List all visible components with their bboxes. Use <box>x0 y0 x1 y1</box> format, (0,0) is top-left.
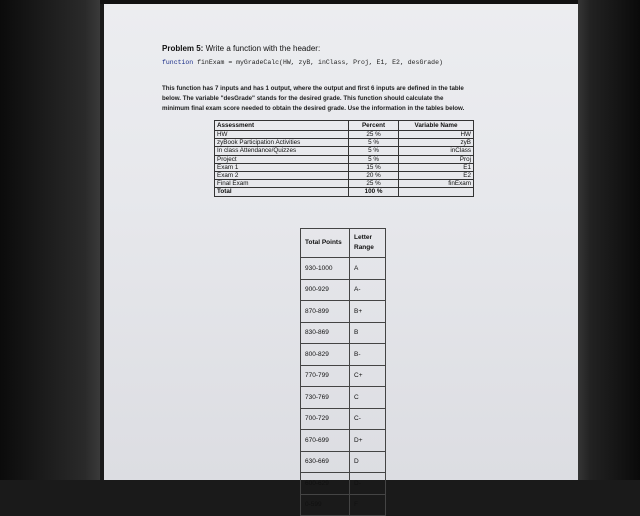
cell-letter: C+ <box>350 365 386 387</box>
problem-title: Problem 5: Write a function with the header: <box>162 44 321 53</box>
cell-letter: B- <box>350 344 386 366</box>
cell-points: 700-729 <box>301 408 350 430</box>
cell-percent: 20 % <box>349 172 399 180</box>
cell-assessment: HW <box>215 131 349 139</box>
cell-letter: B <box>350 322 386 344</box>
grade-range-table <box>300 228 386 516</box>
function-header-code <box>162 59 443 66</box>
table-row <box>215 147 474 155</box>
cell-points: 770-799 <box>301 365 350 387</box>
table-row <box>215 163 474 171</box>
table-row <box>301 365 386 387</box>
table-row <box>301 301 386 323</box>
cell-percent: 5 % <box>349 155 399 163</box>
header-letter-range: Letter Range <box>350 229 386 258</box>
cell-points: 930-1000 <box>301 258 350 280</box>
cell-points: 730-769 <box>301 387 350 409</box>
cell-assessment: Project <box>215 155 349 163</box>
cell-points: 630-669 <box>301 451 350 473</box>
cell-points: 830-869 <box>301 322 350 344</box>
problem-subtitle: Write a function with the header: <box>205 44 321 53</box>
cell-points: 670-699 <box>301 430 350 452</box>
header-variable-name: Variable Name <box>399 121 474 131</box>
cell-variable: E1 <box>399 163 474 171</box>
cell-letter: D+ <box>350 430 386 452</box>
cell-percent: 5 % <box>349 147 399 155</box>
description-line: This function has 7 inputs and has 1 output, where the output and first 6 inputs are defined in the table <box>162 85 464 92</box>
cell-variable: E2 <box>399 172 474 180</box>
cell-percent: 15 % <box>349 163 399 171</box>
cell-percent: 25 % <box>349 131 399 139</box>
cell-letter: A <box>350 258 386 280</box>
code-keyword: function <box>162 59 194 66</box>
table-header-row <box>301 229 386 258</box>
header-percent: Percent <box>349 121 399 131</box>
table-row <box>301 387 386 409</box>
cell-letter: D- <box>350 473 386 495</box>
cell-assessment: Final Exam <box>215 180 349 188</box>
table-row <box>215 139 474 147</box>
cell-variable: HW <box>399 131 474 139</box>
table-row <box>301 322 386 344</box>
table-row <box>301 344 386 366</box>
table-row <box>301 473 386 495</box>
table-row <box>301 451 386 473</box>
description-line: minimum final exam score needed to obtain the desired grade. Use the information in the tables below. <box>162 105 465 112</box>
table-row <box>301 494 386 516</box>
cell-letter: C <box>350 387 386 409</box>
cell-letter: A- <box>350 279 386 301</box>
table-total-row <box>215 188 474 196</box>
cell-letter: F <box>350 494 386 516</box>
table-row <box>301 408 386 430</box>
cell-total-variable <box>399 188 474 196</box>
cell-points: 870-899 <box>301 301 350 323</box>
cell-points: 900-929 <box>301 279 350 301</box>
table-row <box>215 180 474 188</box>
code-signature: finExam = myGradeCalc(HW, zyB, inClass, Proj, E1, E2, desGrade) <box>197 59 443 66</box>
table-header-row <box>215 121 474 131</box>
monitor-bezel-left <box>0 0 100 480</box>
monitor-bezel-right <box>578 0 640 480</box>
header-total-points: Total Points <box>301 229 350 258</box>
cell-variable: zyB <box>399 139 474 147</box>
table-row <box>215 172 474 180</box>
document-page <box>104 4 578 509</box>
cell-assessment: zyBook Participation Activities <box>215 139 349 147</box>
table-row <box>301 279 386 301</box>
cell-letter: B+ <box>350 301 386 323</box>
cell-variable: Proj <box>399 155 474 163</box>
cell-assessment: Exam 1 <box>215 163 349 171</box>
table-row <box>215 131 474 139</box>
cell-letter: C- <box>350 408 386 430</box>
cell-variable: finExam <box>399 180 474 188</box>
cell-percent: 25 % <box>349 180 399 188</box>
cell-total-label: Total <box>215 188 349 196</box>
table-row <box>301 258 386 280</box>
header-assessment: Assessment <box>215 121 349 131</box>
problem-description <box>162 84 542 114</box>
table-row <box>301 430 386 452</box>
cell-points: 0-599 <box>301 494 350 516</box>
cell-assessment: In class Attendance/Quizzes <box>215 147 349 155</box>
cell-variable: inClass <box>399 147 474 155</box>
table-row <box>215 155 474 163</box>
cell-total-percent: 100 % <box>349 188 399 196</box>
cell-letter: D <box>350 451 386 473</box>
cell-points: 800-829 <box>301 344 350 366</box>
description-line: below. The variable "desGrade" stands for the desired grade. This function should calculate the <box>162 95 444 102</box>
cell-assessment: Exam 2 <box>215 172 349 180</box>
cell-percent: 5 % <box>349 139 399 147</box>
assessment-table <box>214 120 474 197</box>
cell-points: 600-629 <box>301 473 350 495</box>
